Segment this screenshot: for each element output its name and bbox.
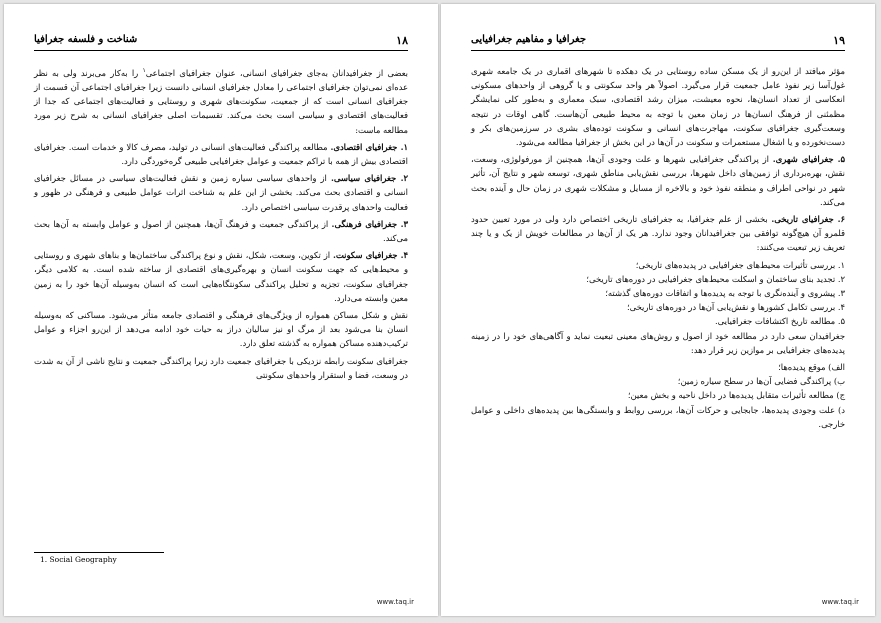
- list-item: ب) پراکندگی فضایی آن‌ها در سطح سیاره زمین؛: [677, 376, 845, 387]
- footnote: 1. Social Geography: [40, 555, 117, 564]
- section-title: ۲. جغرافیای سیاسی.: [331, 173, 409, 184]
- list-item: ۲. تجدید بنای ساختمان و اسکلت محیط‌های جغرافیایی در دوره‌های تاریخی؛: [586, 273, 845, 284]
- list-item: ۳. پیشروی و آینده‌نگری با توجه به پدیده‌ها و اتفاقات دوره‌های گذشته؛: [605, 288, 845, 299]
- page-18: [4, 4, 438, 616]
- page-header: [34, 34, 408, 51]
- list-item: الف) موقع پدیده‌ها؛: [778, 362, 845, 373]
- text-span: را به‌کار می‌برند ولی به نظر عده‌ای نمی‌توان جغرافیای اجتماعی را معادل جغرافیای انسانی دانست زیرا جغرافیای اجتماعی آن قسمت از جغرافیای انسانی است که از جمعیت، سکونت‌های شهری و روستایی و فعالیت‌های اجتماعی که جدا از فعالیت‌های اقتصادی و سیاسی است بحث می‌کند. تقسیمات اصلی جغرافیای انسانی به شرح زیر مورد مطالعه ماست:: [34, 67, 408, 135]
- list-item: ج) مطالعه تأثیرات متقابل پدیده‌ها در داخل ناحیه و بخش معین؛: [627, 390, 845, 401]
- section-title: ۳. جغرافیای فرهنگی.: [331, 218, 408, 229]
- header-title: شناخت و فلسفه جغرافیا: [34, 34, 138, 45]
- footnote-marker: ۱: [142, 67, 146, 74]
- section-political-geography: [34, 171, 408, 214]
- text-span: بعضی از جغرافیدانان به‌جای جغرافیای انسانی، عنوان جغرافیای اجتماعی: [145, 67, 408, 78]
- section-title: ۱. جغرافیای اقتصادی.: [330, 141, 408, 152]
- section-text: از واحدهای سیاسی سیاره زمین و نقش فعالیت‌های سیاسی در مسائل جغرافیای انسانی و اقتصادی بحث می‌کند. بخشی از این علم به شناخت اثرات عوامل طبیعی و فرهنگی در ظهور و فعالیت واحدهای پرقدرت سیاسی اختصاص دارد.: [34, 173, 408, 212]
- section-title: ۴. جغرافیای سکونت.: [333, 250, 408, 261]
- page-body: [34, 64, 408, 385]
- page-body: [471, 64, 845, 431]
- paragraph: جغرافیدان سعی دارد در مطالعه خود از اصول و روش‌های معینی تبعیت نماید و آگاهی‌های خود را در زمینه پدیده‌های جغرافیایی بر موازین زیر قرار دهد:: [471, 330, 845, 355]
- section-urban-geography: [471, 152, 845, 209]
- page-number: ۱۹: [833, 34, 845, 47]
- list-item: ۵. مطالعه تاریخ اکتشافات جغرافیایی.: [715, 316, 845, 327]
- site-url: www.taq.ir: [821, 598, 859, 606]
- section-economic-geography: [34, 140, 408, 168]
- section-text: بخشی از علم جغرافیا، به جغرافیای تاریخی اختصاص دارد ولی در مورد تعیین حدود قلمرو آن هیچ‌گونه توافقی بین جغرافیدانان وجود ندارد. هر یک از آن‌ها در مطالعات خویش از یک و یا چند تعریف زیر تبعیت می‌کنند:: [471, 214, 845, 253]
- paragraph: [34, 64, 408, 137]
- section-title: ۶. جغرافیای تاریخی.: [771, 214, 845, 225]
- page-number: ۱۸: [396, 34, 408, 47]
- paragraph: جغرافیای سکونت رابطه نزدیکی با جغرافیای جمعیت دارد زیرا پراکندگی جمعیت و نتایج ناشی از آن به شدت در وسعت، فضا و استقرار واحدهای سکونتی: [34, 355, 408, 380]
- list-item: ۱. بررسی تأثیرات محیط‌های جغرافیایی در پدیده‌های تاریخی؛: [635, 259, 845, 270]
- section-cultural-geography: [34, 217, 408, 245]
- section-text: از تکوین، وسعت، شکل، نقش و نوع پراکندگی ساختمان‌ها و بناهای شهری و روستایی و محیط‌هایی که جهت سکونت انسان و بهره‌گیری‌های اقتصادی از ساخته شده است. به کلامی دیگر، جغرافیای سکونت، تجزیه و تحلیل پراکندگی سکونتگاه‌هایی است که انسان به‌وسیله آن‌ها خود را به زمین معین وابسته می‌دارد.: [34, 250, 408, 303]
- paragraph: مؤثر میافتد از این‌رو از یک مسکن ساده روستایی در یک دهکده تا شهرهای اقماری در یک جامعه شهری غول‌آسا زیر نفوذ عامل جمعیت قرار می‌گیرد. اصولاً هر واحد سکونتی و یا گروهی از واحدهای مسکونی انعکاسی از تعداد انسان‌ها، نحوه معیشت، میزان رشد اقتصادی، سبک معماری و به‌طور کلی نمایشگر مظمئنی از فرهنگ انسان‌ها در زمان معین با توجه به محیط طبیعی آن‌هاست. گاهی اوقات در نتیجه وسعت‌گیری جغرافیای سکونت، مهاجرت‌های انسانی و سکونت توده‌های بشری در سرزمین‌های بکر و دست‌نخورده و یا اشغال مستعمرات و سکونت در آن‌ها در این بخش از جغرافیا مطالعه می‌شود.: [471, 66, 845, 148]
- section-text: مطالعه پراکندگی فعالیت‌های انسانی در تولید، مصرف کالا و خدمات است. جغرافیای اقتصادی بیش از همه با تراکم جمعیت و عوامل جغرافیایی طبیعی گره‌خوردگی دارد.: [34, 141, 408, 167]
- page-19: [441, 4, 875, 616]
- header-title: جغرافیا و مفاهیم جغرافیایی: [471, 34, 587, 45]
- site-url: www.taq.ir: [376, 598, 414, 606]
- section-text: از پراکندگی جغرافیایی شهرها و علت وجودی آن‌ها، همچنین از مورفولوژی، وسعت، نقش، بهره‌برداری از زمین‌های داخل شهرها، بررسی نقش‌یابی مناطق شهری، توسعه شهر و نتایج آن، تأثیر شهر در نواحی اطراف و منطقه نفوذ خود و بالاخره از مسایل و مشکلات شهری در زمان حال و آینده بحث می‌کند.: [471, 154, 845, 207]
- footnote-divider: [34, 552, 164, 553]
- section-settlement-geography: [34, 248, 408, 305]
- page-header: [471, 34, 845, 51]
- section-text: از پراکندگی جمعیت و فرهنگ آن‌ها، همچنین از اصول و عوامل وابسته به آن‌ها بحث می‌کند.: [34, 218, 408, 244]
- section-historical-geography: [471, 212, 845, 255]
- list-item: د) علت وجودی پدیده‌ها، جابجایی و حرکات آن‌ها، بررسی روابط و وابستگی‌ها بین پدیده‌های داخلی و عوامل خارجی.: [471, 404, 845, 429]
- list-item: ۴. بررسی تکامل کشورها و نقش‌یابی آن‌ها در دوره‌های تاریخی؛: [627, 302, 845, 313]
- section-title: ۵. جغرافیای شهری.: [772, 154, 845, 165]
- paragraph: نقش و شکل مساکن همواره از ویژگی‌های فرهنگی و اقتصادی جامعه متأثر می‌شود. مساکنی که به‌وسیله انسان بنا می‌شود بعد از مرگ او نیز سالیان دراز به حیات خود ادامه می‌دهد از این‌رو اجزاء و عوامل ترکیب‌دهنده مساکن همواره به گذشته تعلق دارد.: [34, 310, 408, 349]
